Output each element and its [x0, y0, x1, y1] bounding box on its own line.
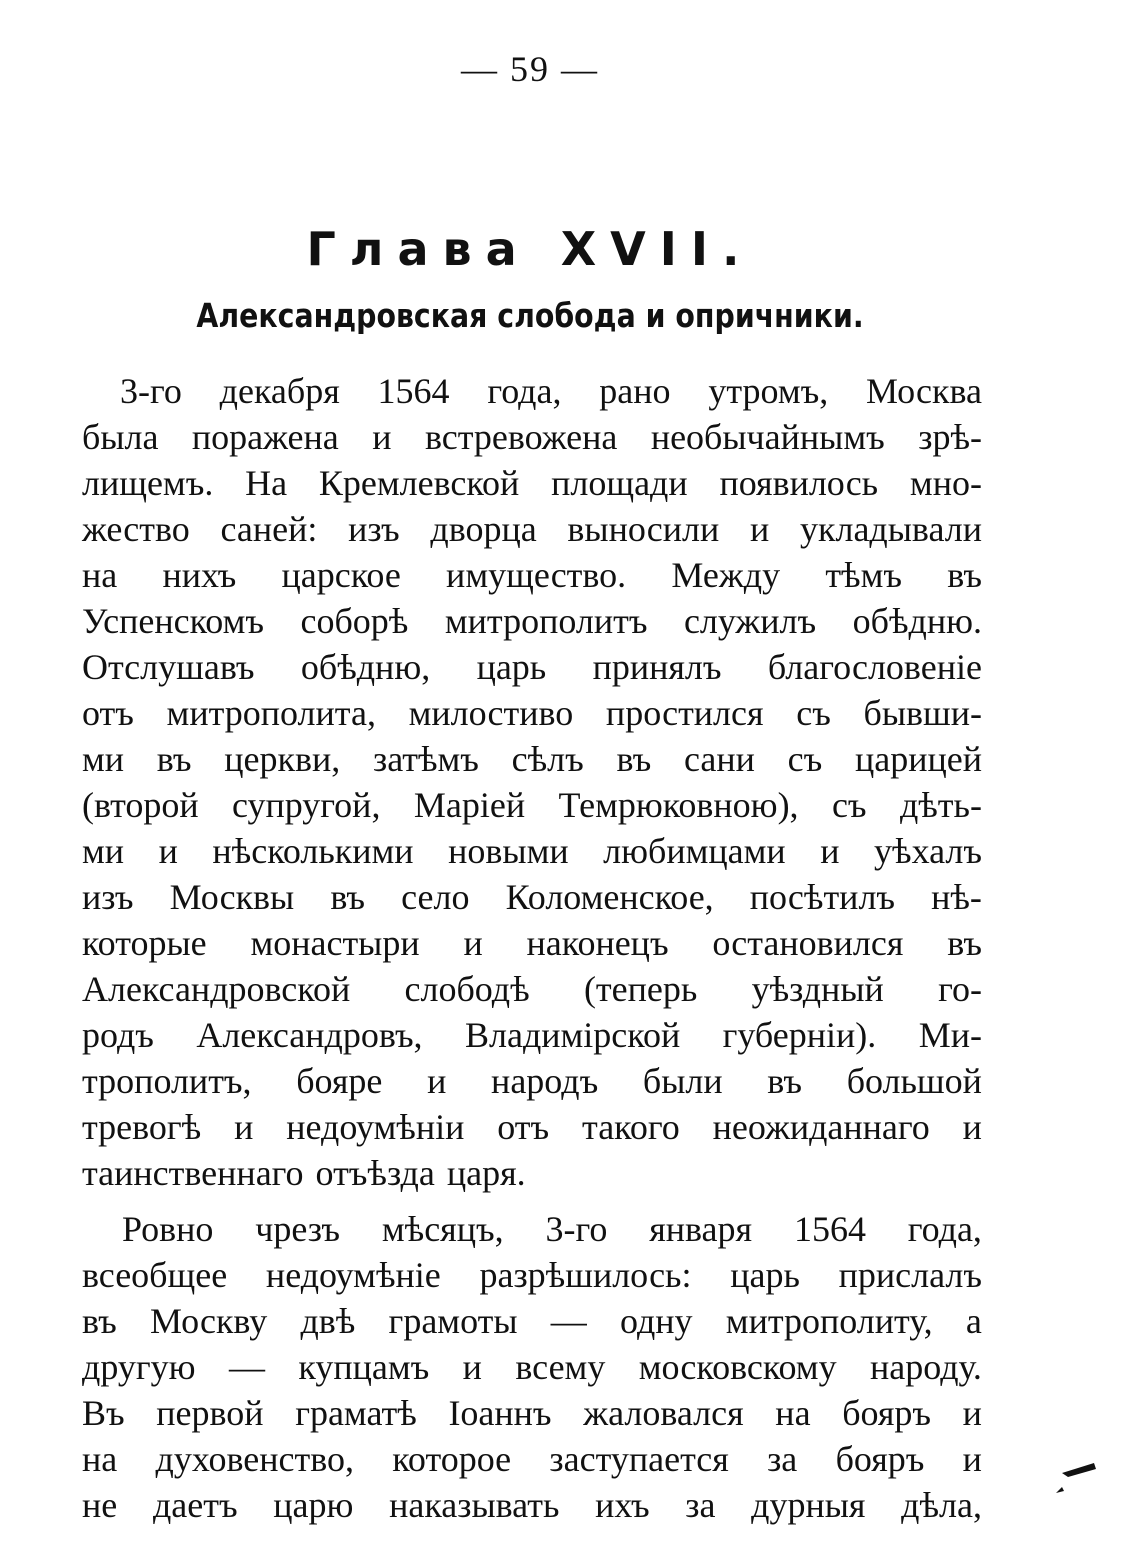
word: и — [158, 831, 178, 871]
word: Александровской — [82, 969, 351, 1009]
word: бояръ — [835, 1439, 925, 1479]
word: Москву — [149, 1301, 268, 1341]
word: Москва — [866, 371, 982, 411]
text-line — [82, 690, 982, 736]
word: — — [550, 1301, 587, 1341]
chapter-title: Глава XVII. — [306, 222, 754, 276]
word: Въ — [82, 1393, 125, 1433]
word: царя. — [446, 1153, 526, 1193]
word: на — [82, 555, 118, 595]
word: и — [962, 1393, 982, 1433]
word: которые — [82, 923, 207, 963]
word: нихъ — [162, 555, 237, 595]
word: Успенскомъ — [82, 601, 265, 641]
word: на — [82, 1439, 118, 1479]
text-line — [82, 1150, 982, 1196]
word: соборѣ — [300, 601, 409, 641]
word: тревогѣ — [82, 1107, 202, 1147]
word: недоумѣніе — [265, 1255, 441, 1295]
word: На — [245, 463, 288, 503]
word: изъ — [82, 877, 134, 917]
word: первой — [156, 1393, 264, 1433]
word: и — [234, 1107, 254, 1147]
word: выносили — [567, 509, 720, 549]
word: нѣ- — [931, 877, 982, 917]
word: Маріей — [413, 785, 526, 825]
word: ми — [82, 739, 125, 779]
text-line — [82, 1058, 982, 1104]
word: другую — [82, 1347, 196, 1387]
word: Темрюковною), — [558, 785, 799, 825]
word: поражена — [191, 417, 339, 457]
word: мѣсяцъ, — [381, 1209, 504, 1249]
word: Москвы — [169, 877, 295, 917]
word: монастыри — [250, 923, 420, 963]
word: и — [820, 831, 840, 871]
word: въ — [767, 1061, 803, 1101]
body-text — [82, 368, 982, 1528]
word: трополитъ, — [82, 1061, 252, 1101]
word: заступается — [549, 1439, 729, 1479]
word: отъ — [82, 693, 134, 733]
word: саней: — [220, 509, 318, 549]
word: имущество. — [446, 555, 627, 595]
word: обѣдню. — [852, 601, 982, 641]
word: купцамъ — [298, 1347, 430, 1387]
word: (второй — [82, 785, 199, 825]
word: разрѣшилось: — [479, 1255, 692, 1295]
word: губерніи). — [722, 1015, 877, 1055]
word: недоумѣніи — [286, 1107, 465, 1147]
word: за — [767, 1439, 798, 1479]
word: даетъ — [152, 1485, 238, 1525]
word: ми — [82, 831, 125, 871]
word: неожиданнаго — [712, 1107, 930, 1147]
word: 1564 — [377, 371, 450, 411]
word: сани — [683, 739, 755, 779]
word: всеобщее — [82, 1255, 228, 1295]
word: царицей — [854, 739, 982, 779]
page-number: — 59 — — [461, 49, 599, 89]
text-line — [82, 414, 982, 460]
word: таинственнаго — [82, 1153, 304, 1193]
word: уѣхалъ — [874, 831, 982, 871]
word: отъ — [497, 1107, 550, 1147]
ink-blot — [1054, 1459, 1098, 1495]
word: бояре — [296, 1061, 383, 1101]
word: царю — [273, 1485, 354, 1525]
word: изъ — [348, 509, 400, 549]
word: укладывали — [799, 509, 982, 549]
word: тѣмъ — [825, 555, 903, 595]
word: рано — [599, 371, 671, 411]
word: грамоты — [388, 1301, 518, 1341]
word: и — [463, 923, 483, 963]
word: и — [462, 1347, 482, 1387]
word: января — [649, 1209, 753, 1249]
word: и — [962, 1107, 982, 1147]
word: дѣть- — [899, 785, 982, 825]
word: Коломенское, — [505, 877, 714, 917]
word: двѣ — [300, 1301, 356, 1341]
word: Іоаннъ — [448, 1393, 552, 1433]
word: 1564 — [793, 1209, 866, 1249]
word: служилъ — [683, 601, 817, 641]
word: не — [82, 1485, 118, 1525]
word: народу. — [870, 1347, 982, 1387]
word: была — [82, 417, 159, 457]
word: село — [401, 877, 470, 917]
word: дворца — [430, 509, 537, 549]
word: обѣдню, — [300, 647, 431, 687]
word: встревожена — [424, 417, 618, 457]
word: Отслушавъ — [82, 647, 255, 687]
word: въ — [82, 1301, 117, 1341]
text-line — [82, 1482, 982, 1528]
text-line — [82, 598, 982, 644]
word: и — [372, 417, 392, 457]
word: бояръ — [842, 1393, 931, 1433]
word: которое — [392, 1439, 512, 1479]
word: съ — [787, 739, 823, 779]
word: сѣлъ — [511, 739, 584, 779]
word: а — [965, 1301, 982, 1341]
word: мно- — [909, 463, 982, 503]
text-line — [82, 1344, 982, 1390]
word: бывши- — [863, 693, 982, 733]
word: въ — [156, 739, 192, 779]
word: митрополиту, — [725, 1301, 933, 1341]
word: ихъ — [595, 1485, 650, 1525]
word: церкви, — [224, 739, 341, 779]
text-line — [82, 1206, 982, 1252]
word: прислалъ — [838, 1255, 982, 1295]
text-line — [82, 1012, 982, 1058]
text-line — [82, 1252, 982, 1298]
word: — — [228, 1347, 265, 1387]
word: были — [642, 1061, 723, 1101]
word: (теперь — [583, 969, 698, 1009]
word: въ — [947, 555, 982, 595]
text-line — [82, 736, 982, 782]
word: на — [775, 1393, 811, 1433]
text-line — [82, 966, 982, 1012]
word: народъ — [491, 1061, 599, 1101]
text-line — [82, 368, 982, 414]
word: граматѣ — [295, 1393, 417, 1433]
word: затѣмъ — [372, 739, 479, 779]
word: жаловался — [583, 1393, 744, 1433]
word: въ — [616, 739, 652, 779]
word: площади — [551, 463, 688, 503]
word: появилось — [719, 463, 879, 503]
word: царь — [476, 647, 547, 687]
text-line — [82, 874, 982, 920]
word: наконецъ — [526, 923, 669, 963]
word: царь — [730, 1255, 800, 1295]
word: за — [685, 1485, 716, 1525]
word: московскому — [638, 1347, 837, 1387]
word: жество — [82, 509, 190, 549]
word: принялъ — [592, 647, 722, 687]
word: зрѣ- — [918, 417, 982, 457]
text-line — [82, 460, 982, 506]
word: Ми- — [918, 1015, 982, 1055]
word: лищемъ. — [82, 463, 214, 503]
text-line — [82, 644, 982, 690]
word: Ровно — [122, 1209, 214, 1249]
text-line — [82, 1436, 982, 1482]
word: всему — [515, 1347, 606, 1387]
text-line — [82, 1104, 982, 1150]
word: благословеніе — [767, 647, 982, 687]
word: 3-го — [120, 371, 182, 411]
word: уѣздный — [751, 969, 884, 1009]
word: одну — [620, 1301, 693, 1341]
word: Александровъ, — [196, 1015, 423, 1055]
word: наказывать — [389, 1485, 560, 1525]
word: супругой, — [232, 785, 381, 825]
word: родъ — [82, 1015, 154, 1055]
word: большой — [846, 1061, 982, 1101]
word: дурныя — [751, 1485, 866, 1525]
word: и — [749, 509, 770, 549]
text-line — [82, 552, 982, 598]
word: въ — [330, 877, 366, 917]
text-line — [82, 828, 982, 874]
word: новыми — [448, 831, 569, 871]
text-line — [82, 1298, 982, 1344]
word: съ — [831, 785, 867, 825]
word: любимцами — [603, 831, 786, 871]
word: простился — [605, 693, 764, 733]
word: необычайнымъ — [650, 417, 885, 457]
word: Кремлевской — [318, 463, 520, 503]
word: въ — [947, 923, 982, 963]
word: года, — [907, 1209, 982, 1249]
word: 3-го — [545, 1209, 608, 1249]
word: митрополита, — [166, 693, 376, 733]
word: года, — [487, 371, 562, 411]
word: Владимірской — [464, 1015, 681, 1055]
chapter-subtitle: Александровская слобода и опричники. — [196, 296, 864, 335]
word: слободѣ — [404, 969, 530, 1009]
word: митрополитъ — [444, 601, 648, 641]
word: Между — [671, 555, 781, 595]
text-line — [82, 506, 982, 552]
text-line — [82, 1390, 982, 1436]
word: милостиво — [408, 693, 574, 733]
text-line — [82, 920, 982, 966]
text-line — [82, 782, 982, 828]
word: духовенство, — [155, 1439, 354, 1479]
paragraph-gap — [82, 1196, 982, 1206]
word: утромъ, — [708, 371, 829, 411]
word: посѣтилъ — [749, 877, 896, 917]
word: и — [427, 1061, 447, 1101]
word: остановился — [712, 923, 904, 963]
word: царское — [281, 555, 401, 595]
word: декабря — [219, 371, 340, 411]
word: чрезъ — [255, 1209, 340, 1249]
word: го- — [938, 969, 982, 1009]
word: съ — [796, 693, 831, 733]
word: отъѣзда — [315, 1153, 435, 1193]
word: и — [962, 1439, 982, 1479]
word: такого — [582, 1107, 680, 1147]
word: нѣсколькими — [212, 831, 414, 871]
word: дѣла, — [901, 1485, 982, 1525]
